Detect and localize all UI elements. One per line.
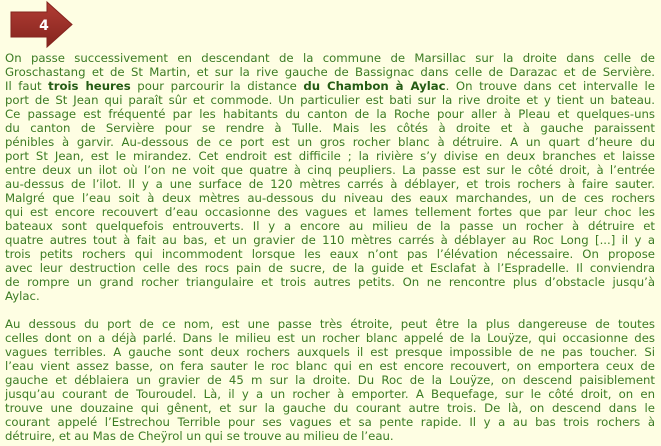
text-line: On passe successivement en descendant de la commune de Marsillac sur la droite dans celle de bbox=[5, 51, 655, 65]
text-line: port St Jean, est le mirandez. Cet endroit est difficile ; la rivière s’y divise en deux branches et laisse bbox=[5, 149, 655, 163]
text-line: détruire, et au Mas de Cheÿrol un qui se trouve au milieu de l’eau. bbox=[5, 429, 394, 443]
highlight-duration: trois heures bbox=[48, 79, 131, 93]
text-line: trois petits rochers qui incommodent lorsque les eaux n’ont pas l’élévation nécessaire. On propose bbox=[5, 247, 655, 261]
text-line: Ce passage est fréquenté par les habitants du canton de la Roche pour aller à Pleau et quelques-uns bbox=[5, 107, 655, 121]
text-line bbox=[5, 79, 655, 93]
paragraph-2 bbox=[5, 317, 655, 443]
text-line: qui est encore recouvert d’eau occasionne des vagues et lames tellement fortes que par leur choc les bbox=[5, 205, 655, 219]
text-line: trouve une douzaine qui gênent, et sur la gauche du courant autre trois. De là, on descend dans le bbox=[5, 401, 655, 415]
text-line: gauche et déblaiera un gravier de 45 m sur la droite. Du Roc de la Louÿze, on descend paisiblement bbox=[5, 373, 655, 387]
text-line: port de St Jean qui paraît sûr et commode. Un particulier est bati sur la rive droite et y tient un bateau. bbox=[5, 93, 655, 107]
text-line: au-dessus de l’ilot. Il y a une surface de 120 mètres carrés à déblayer, et trois rochers à faire sauter. bbox=[5, 177, 655, 191]
text-line: pénibles à garvir. Au-dessous de ce port est un gros rocher blanc à détruire. A un quart d’heure du bbox=[5, 135, 655, 149]
chapter-arrow-badge bbox=[0, 0, 80, 50]
text-line: vagues terribles. A gauche sont deux rochers auxquels il est presque impossible de ne pas toucher. Si bbox=[5, 345, 655, 359]
text-segment: pour parcourir la distance bbox=[130, 79, 304, 93]
text-line: Aylac. bbox=[5, 289, 40, 303]
text-line: celles dont on a déjà parlé. Dans le milieu est un rocher blanc appelé de la Louÿze, qui occasionne des bbox=[5, 331, 655, 345]
text-line: Au dessous du port de ce nom, est une passe très étroite, peut être la plus dangereuse de toutes bbox=[5, 317, 655, 331]
paragraph-1 bbox=[5, 51, 655, 303]
text-line: Groschastang et de St Martin, et sur la rive gauche de Bassignac dans celle de Darazac et de Servière. bbox=[5, 65, 655, 79]
text-line: courant appelé l’Estrechou Terrible pour ses vagues et sa pente rapide. Il y a au bas trois rochers à bbox=[5, 415, 655, 429]
highlight-route: du Chambon à Aylac bbox=[303, 79, 446, 93]
arrow-right-icon bbox=[0, 0, 80, 50]
text-line: entre deux un ilot où l’on ne voit que quatre à cinq peupliers. La passe est sur le côté droit, à l’entrée bbox=[5, 163, 655, 177]
text-line: bateaux sont quelquefois entrouverts. Il y a encore au milieu de la passe un rocher à détruire et bbox=[5, 219, 655, 233]
text-line: avec leur destruction celle des rocs pain de sucre, de la guide et Esclafat à l’Espradelle. Il conviendra bbox=[5, 261, 655, 275]
text-line: de rompre un grand rocher triangulaire et trois autres petits. On ne rencontre plus d’obstacle jusqu’à bbox=[5, 275, 655, 289]
text-segment: . On trouve dans cet intervalle le bbox=[445, 79, 655, 93]
text-line: l’eau vient assez basse, on fera sauter le roc blanc qui en est encore recouvert, on emportera ceux de bbox=[5, 359, 655, 373]
text-line: quatre autres tout à fait au bas, et un gravier de 110 mètres carrés à déblayer au Roc Long [...] il y a bbox=[5, 233, 655, 247]
text-line: du canton de Servière pour se rendre à Tulle. Mais les côtés à droite et à gauche paraissent bbox=[5, 121, 655, 135]
text-line: jusqu’au courant de Touroudel. Là, il y a un rocher à emporter. A Bequefage, sur le côté droit, on en bbox=[5, 387, 655, 401]
article-text bbox=[5, 51, 655, 443]
text-segment: Il faut bbox=[5, 79, 49, 93]
chapter-number: 4 bbox=[39, 18, 49, 34]
text-line: Malgré que l’eau soit à deux mètres au-dessous du niveau des eaux marchandes, un de ces rochers bbox=[5, 191, 655, 205]
